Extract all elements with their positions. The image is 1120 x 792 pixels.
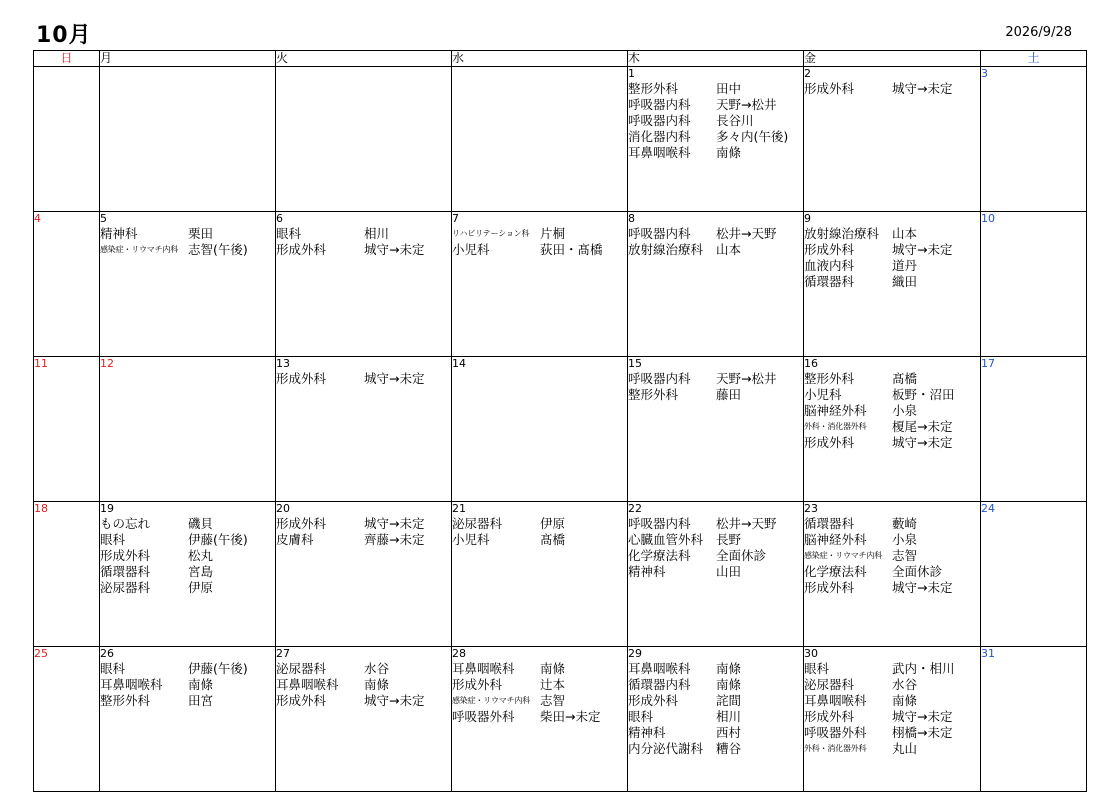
- doctor-name: 齊藤→未定: [364, 532, 425, 547]
- department-name: もの忘れ: [100, 516, 151, 531]
- schedule-entry: [628, 113, 803, 129]
- doctor-name: 藪崎: [892, 516, 918, 531]
- department-name: 脳神経外科: [804, 532, 867, 547]
- day-cell: [452, 212, 628, 357]
- weekday-header-row: [34, 51, 1087, 67]
- doctor-name: 栗田: [188, 226, 214, 241]
- doctor-name: 小泉: [892, 532, 918, 547]
- day-cell: [34, 647, 100, 792]
- schedule-entry: [628, 516, 803, 532]
- day-cell: [100, 502, 276, 647]
- doctor-name: 志智: [540, 693, 566, 708]
- schedule-entry: [100, 242, 275, 258]
- day-number: 14: [452, 357, 466, 370]
- department-name: 感染症・リウマチ内科: [804, 551, 882, 560]
- schedule-entry: [628, 242, 803, 258]
- schedule-entry: [452, 516, 627, 532]
- department-name: 形成外科: [804, 242, 855, 257]
- schedule-entry: [100, 580, 275, 596]
- doctor-name: 宮島: [188, 564, 214, 579]
- department-name: 耳鼻咽喉科: [804, 693, 867, 708]
- day-cell: [804, 502, 981, 647]
- department-name: 泌尿器科: [452, 516, 503, 531]
- department-name: 循環器科: [804, 274, 855, 289]
- week-row: [34, 67, 1087, 212]
- doctor-name: 天野→松井: [716, 371, 777, 386]
- day-cell: [981, 212, 1087, 357]
- schedule-entry: [628, 741, 803, 757]
- schedule-entry: [804, 387, 980, 403]
- schedule-entry: [276, 226, 451, 242]
- department-name: 外科・消化器外科: [804, 422, 867, 431]
- department-name: 整形外科: [628, 387, 679, 402]
- day-number: 5: [100, 212, 107, 225]
- schedule-entry: [276, 693, 451, 709]
- calendar-grid: [33, 50, 1087, 792]
- doctor-name: 城守→未定: [892, 242, 953, 257]
- day-number: 16: [804, 357, 818, 370]
- day-cell: [276, 647, 452, 792]
- doctor-name: 山本: [892, 226, 918, 241]
- day-number: 23: [804, 502, 818, 515]
- doctor-name: 丸山: [892, 741, 918, 756]
- doctor-name: 伊藤(午後): [188, 661, 248, 676]
- doctor-name: 水谷: [364, 661, 390, 676]
- doctor-name: 長野: [716, 532, 742, 547]
- department-name: 整形外科: [804, 371, 855, 386]
- doctor-name: 南條: [364, 677, 390, 692]
- department-name: 形成外科: [452, 677, 503, 692]
- department-name: リハビリテーション科: [452, 229, 530, 238]
- department-name: 泌尿器科: [804, 677, 855, 692]
- schedule-entry: [804, 435, 980, 451]
- department-name: 外科・消化器外科: [804, 744, 867, 753]
- schedule-entry: [804, 242, 980, 258]
- schedule-entry: [276, 371, 451, 387]
- doctor-name: 全面休診: [716, 548, 767, 563]
- day-cell: [804, 357, 981, 502]
- schedule-entry: [804, 693, 980, 709]
- schedule-entry: [804, 741, 980, 757]
- day-cell: [981, 67, 1087, 212]
- day-number: 4: [34, 212, 41, 225]
- doctor-name: 詫間: [716, 693, 742, 708]
- day-number: 3: [981, 67, 988, 80]
- doctor-name: 山田: [716, 564, 742, 579]
- department-name: 耳鼻咽喉科: [100, 677, 163, 692]
- department-name: 血液内科: [804, 258, 855, 273]
- week-row: [34, 502, 1087, 647]
- doctor-name: 城守→未定: [892, 580, 953, 595]
- schedule-entry: [628, 661, 803, 677]
- day-number: 24: [981, 502, 995, 515]
- department-name: 小児科: [452, 242, 490, 257]
- weekday-sat: 土: [981, 51, 1087, 67]
- doctor-name: 藤田: [716, 387, 742, 402]
- schedule-entry: [628, 97, 803, 113]
- department-name: 感染症・リウマチ内科: [100, 245, 178, 254]
- schedule-entry: [628, 371, 803, 387]
- month-title: 10月: [36, 23, 92, 48]
- day-cell: [452, 502, 628, 647]
- week-row: [34, 357, 1087, 502]
- schedule-entry: [804, 403, 980, 419]
- schedule-entry: [804, 709, 980, 725]
- doctor-name: 道丹: [892, 258, 918, 273]
- department-name: 眼科: [628, 709, 654, 724]
- day-number: 6: [276, 212, 283, 225]
- day-cell: [628, 647, 804, 792]
- schedule-entry: [452, 693, 627, 709]
- day-cell: [452, 647, 628, 792]
- day-number: 15: [628, 357, 642, 370]
- department-name: 精神科: [628, 725, 666, 740]
- department-name: 小児科: [452, 532, 490, 547]
- day-number: 12: [100, 357, 114, 370]
- day-cell: [804, 212, 981, 357]
- department-name: 消化器内科: [628, 129, 691, 144]
- department-name: 眼科: [276, 226, 302, 241]
- department-name: 形成外科: [804, 435, 855, 450]
- day-cell: [452, 357, 628, 502]
- doctor-name: 南條: [716, 661, 742, 676]
- department-name: 眼科: [100, 661, 126, 676]
- schedule-entry: [276, 242, 451, 258]
- day-cell: [804, 67, 981, 212]
- day-number: 25: [34, 647, 48, 660]
- department-name: 耳鼻咽喉科: [452, 661, 515, 676]
- schedule-entry: [628, 226, 803, 242]
- schedule-entry: [804, 661, 980, 677]
- day-number: 22: [628, 502, 642, 515]
- doctor-name: 辻本: [540, 677, 566, 692]
- schedule-entry: [628, 145, 803, 161]
- department-name: 呼吸器外科: [452, 709, 515, 724]
- day-number: 19: [100, 502, 114, 515]
- schedule-entry: [100, 548, 275, 564]
- doctor-name: 城守→未定: [364, 371, 425, 386]
- doctor-name: 多々内(午後): [716, 129, 789, 144]
- department-name: 泌尿器科: [276, 661, 327, 676]
- doctor-name: 城守→未定: [364, 242, 425, 257]
- doctor-name: 志智(午後): [188, 242, 248, 257]
- schedule-entry: [804, 81, 980, 97]
- department-name: 形成外科: [804, 709, 855, 724]
- department-name: 形成外科: [804, 81, 855, 96]
- schedule-entry: [628, 548, 803, 564]
- schedule-entry: [276, 516, 451, 532]
- doctor-name: 南條: [716, 145, 742, 160]
- schedule-entry: [100, 532, 275, 548]
- day-number: 30: [804, 647, 818, 660]
- department-name: 心臓血管外科: [628, 532, 704, 547]
- schedule-entry: [804, 677, 980, 693]
- department-name: 放射線治療科: [628, 242, 704, 257]
- doctor-name: 志智: [892, 548, 918, 563]
- weekday-sun: 日: [34, 51, 100, 67]
- schedule-entry: [804, 258, 980, 274]
- day-cell: [628, 502, 804, 647]
- day-number: 11: [34, 357, 48, 370]
- day-number: 17: [981, 357, 995, 370]
- department-name: 泌尿器科: [100, 580, 151, 595]
- weekday-mon: 月: [100, 51, 276, 67]
- schedule-entry: [276, 661, 451, 677]
- department-name: 化学療法科: [628, 548, 691, 563]
- schedule-entry: [452, 242, 627, 258]
- schedule-entry: [100, 564, 275, 580]
- day-cell: [628, 67, 804, 212]
- day-number: 18: [34, 502, 48, 515]
- day-cell: [981, 357, 1087, 502]
- department-name: 感染症・リウマチ内科: [452, 696, 530, 705]
- schedule-entry: [804, 564, 980, 580]
- doctor-name: 糟谷: [716, 741, 742, 756]
- department-name: 形成外科: [276, 693, 327, 708]
- day-cell: [276, 212, 452, 357]
- department-name: 呼吸器外科: [804, 725, 867, 740]
- schedule-entry: [452, 677, 627, 693]
- schedule-entry: [628, 564, 803, 580]
- department-name: 眼科: [804, 661, 830, 676]
- schedule-entry: [804, 580, 980, 596]
- schedule-entry: [100, 516, 275, 532]
- doctor-name: 城守→未定: [892, 435, 953, 450]
- schedule-entry: [452, 661, 627, 677]
- department-name: 呼吸器内科: [628, 371, 691, 386]
- department-name: 呼吸器内科: [628, 113, 691, 128]
- weekday-thu: 木: [628, 51, 804, 67]
- day-cell: [628, 212, 804, 357]
- department-name: 化学療法科: [804, 564, 867, 579]
- doctor-name: 伊原: [540, 516, 566, 531]
- schedule-entry: [628, 693, 803, 709]
- day-number: 13: [276, 357, 290, 370]
- doctor-name: 荻田・髙橋: [540, 242, 603, 257]
- department-name: 眼科: [100, 532, 126, 547]
- doctor-name: 松井→天野: [716, 226, 777, 241]
- department-name: 呼吸器内科: [628, 516, 691, 531]
- department-name: 形成外科: [804, 580, 855, 595]
- department-name: 精神科: [100, 226, 138, 241]
- schedule-entry: [276, 677, 451, 693]
- weekday-fri: 金: [804, 51, 981, 67]
- calendar-body: [34, 67, 1087, 792]
- day-number: [100, 67, 275, 81]
- day-number: 26: [100, 647, 114, 660]
- schedule-entry: [100, 693, 275, 709]
- schedule-entry: [452, 532, 627, 548]
- department-name: 形成外科: [276, 242, 327, 257]
- day-number: 29: [628, 647, 642, 660]
- day-cell: [100, 647, 276, 792]
- doctor-name: 栩橋→未定: [892, 725, 953, 740]
- doctor-name: 全面休診: [892, 564, 943, 579]
- day-cell: [100, 67, 276, 212]
- doctor-name: 武内・相川: [892, 661, 955, 676]
- doctor-name: 板野・沼田: [892, 387, 955, 402]
- department-name: 整形外科: [100, 693, 151, 708]
- doctor-name: 南條: [540, 661, 566, 676]
- day-cell: [34, 357, 100, 502]
- department-name: 小児科: [804, 387, 842, 402]
- day-cell: [981, 647, 1087, 792]
- day-number: 21: [452, 502, 466, 515]
- doctor-name: 榎尾→未定: [892, 419, 953, 434]
- day-cell: [100, 212, 276, 357]
- schedule-entry: [628, 709, 803, 725]
- schedule-entry: [804, 371, 980, 387]
- day-cell: [804, 647, 981, 792]
- schedule-entry: [804, 274, 980, 290]
- department-name: 整形外科: [628, 81, 679, 96]
- day-number: 2: [804, 67, 811, 80]
- department-name: 脳神経外科: [804, 403, 867, 418]
- department-name: 耳鼻咽喉科: [276, 677, 339, 692]
- day-cell: [628, 357, 804, 502]
- doctor-name: 髙橋: [892, 371, 918, 386]
- day-number: 9: [804, 212, 811, 225]
- doctor-name: 磯貝: [188, 516, 214, 531]
- doctor-name: 松丸: [188, 548, 214, 563]
- doctor-name: 松井→天野: [716, 516, 777, 531]
- schedule-entry: [804, 419, 980, 435]
- department-name: 放射線治療科: [804, 226, 880, 241]
- weekday-wed: 水: [452, 51, 628, 67]
- day-number: 1: [628, 67, 635, 80]
- day-cell: [452, 67, 628, 212]
- department-name: 皮膚科: [276, 532, 314, 547]
- schedule-entry: [804, 516, 980, 532]
- day-cell: [276, 502, 452, 647]
- weekday-tue: 火: [276, 51, 452, 67]
- day-number: 20: [276, 502, 290, 515]
- department-name: 循環器科: [804, 516, 855, 531]
- doctor-name: 水谷: [892, 677, 918, 692]
- schedule-entry: [628, 677, 803, 693]
- day-cell: [34, 212, 100, 357]
- doctor-name: 城守→未定: [364, 693, 425, 708]
- schedule-entry: [100, 677, 275, 693]
- day-number: 28: [452, 647, 466, 660]
- doctor-name: 髙橋: [540, 532, 566, 547]
- department-name: 耳鼻咽喉科: [628, 661, 691, 676]
- department-name: 形成外科: [100, 548, 151, 563]
- schedule-entry: [804, 725, 980, 741]
- day-number: [276, 67, 451, 81]
- doctor-name: 田中: [716, 81, 742, 96]
- day-cell: [276, 67, 452, 212]
- schedule-entry: [100, 226, 275, 242]
- day-number: 10: [981, 212, 995, 225]
- department-name: 呼吸器内科: [628, 97, 691, 112]
- week-row: [34, 212, 1087, 357]
- day-number: [34, 67, 99, 81]
- doctor-name: 城守→未定: [892, 709, 953, 724]
- doctor-name: 長谷川: [716, 113, 754, 128]
- schedule-entry: [804, 226, 980, 242]
- schedule-entry: [276, 532, 451, 548]
- doctor-name: 小泉: [892, 403, 918, 418]
- department-name: 形成外科: [276, 371, 327, 386]
- department-name: 循環器科: [100, 564, 151, 579]
- doctor-name: 相川: [364, 226, 390, 241]
- day-cell: [34, 67, 100, 212]
- department-name: 形成外科: [276, 516, 327, 531]
- schedule-entry: [628, 532, 803, 548]
- doctor-name: 城守→未定: [892, 81, 953, 96]
- day-number: 31: [981, 647, 995, 660]
- day-number: [452, 67, 627, 81]
- day-number: 8: [628, 212, 635, 225]
- day-cell: [34, 502, 100, 647]
- print-date: 2026/9/28: [1005, 25, 1072, 40]
- department-name: 精神科: [628, 564, 666, 579]
- doctor-name: 田宮: [188, 693, 214, 708]
- schedule-entry: [452, 709, 627, 725]
- doctor-name: 片桐: [540, 226, 566, 241]
- department-name: 循環器内科: [628, 677, 691, 692]
- schedule-entry: [628, 387, 803, 403]
- department-name: 呼吸器内科: [628, 226, 691, 241]
- doctor-name: 相川: [716, 709, 742, 724]
- schedule-entry: [804, 532, 980, 548]
- doctor-name: 柴田→未定: [540, 709, 601, 724]
- week-row: [34, 647, 1087, 792]
- schedule-entry: [628, 129, 803, 145]
- doctor-name: 織田: [892, 274, 918, 289]
- doctor-name: 天野→松井: [716, 97, 777, 112]
- schedule-entry: [100, 661, 275, 677]
- schedule-entry: [804, 548, 980, 564]
- schedule-entry: [628, 81, 803, 97]
- day-number: 27: [276, 647, 290, 660]
- department-name: 内分泌代謝科: [628, 741, 704, 756]
- day-cell: [276, 357, 452, 502]
- doctor-name: 南條: [716, 677, 742, 692]
- doctor-name: 南條: [188, 677, 214, 692]
- day-cell: [981, 502, 1087, 647]
- schedule-entry: [628, 725, 803, 741]
- day-number: 7: [452, 212, 459, 225]
- department-name: 耳鼻咽喉科: [628, 145, 691, 160]
- doctor-name: 伊藤(午後): [188, 532, 248, 547]
- doctor-name: 城守→未定: [364, 516, 425, 531]
- schedule-entry: [452, 226, 627, 242]
- doctor-name: 西村: [716, 725, 742, 740]
- day-cell: [100, 357, 276, 502]
- department-name: 形成外科: [628, 693, 679, 708]
- doctor-name: 南條: [892, 693, 918, 708]
- doctor-name: 伊原: [188, 580, 214, 595]
- doctor-name: 山本: [716, 242, 742, 257]
